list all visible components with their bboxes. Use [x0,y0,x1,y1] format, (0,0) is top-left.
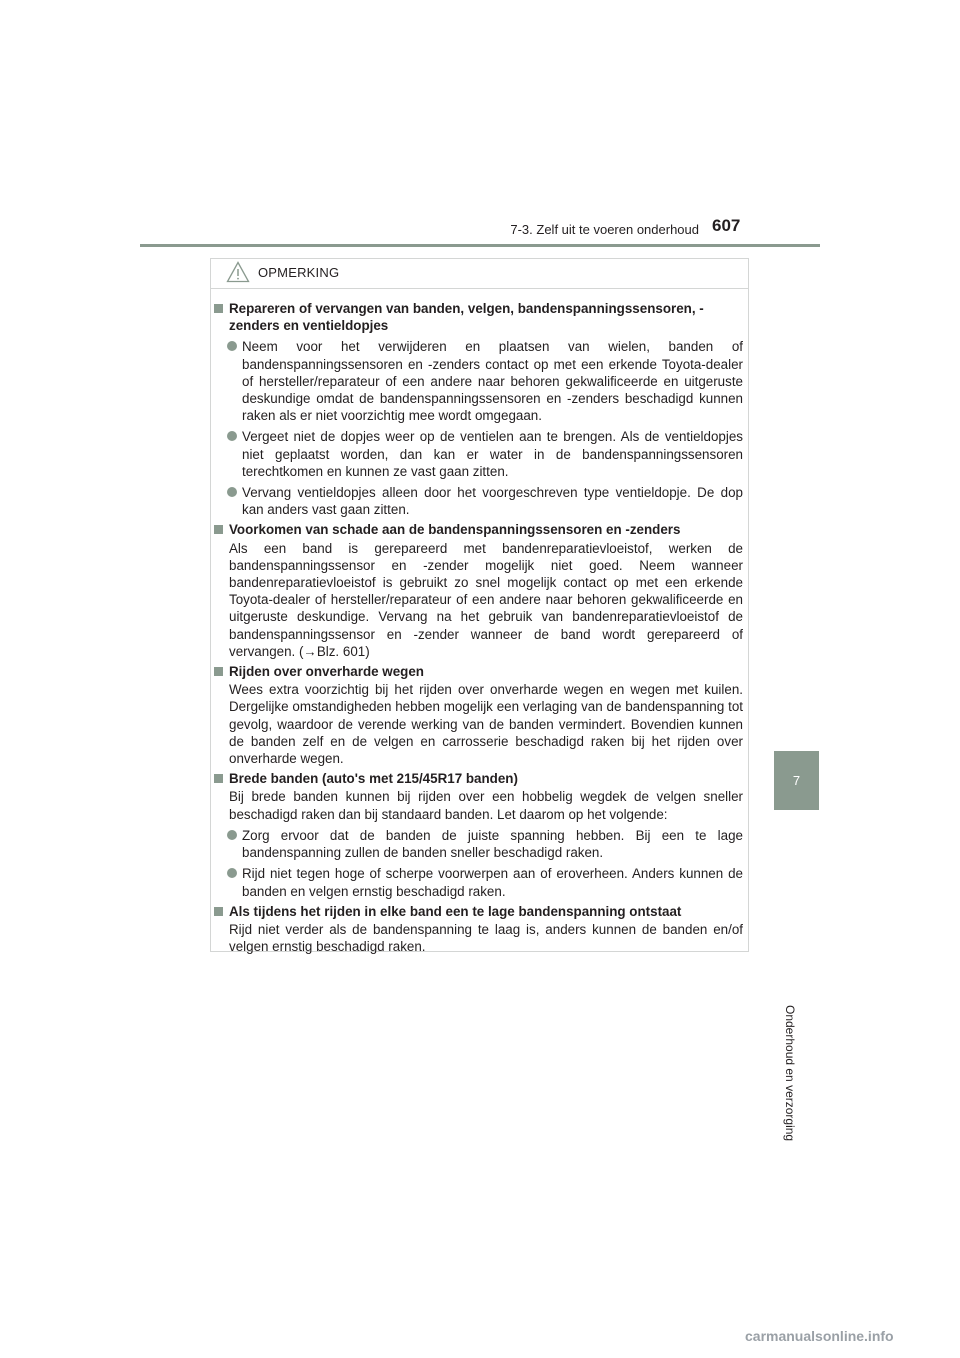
chapter-number: 7 [792,773,801,788]
section-title-text: Als tijdens het rijden in elke band een te lage bandenspanning ontstaat [229,903,682,919]
header-rule [140,244,820,247]
chapter-title: Onderhoud en verzorging [783,1005,797,1142]
header-section-title: 7-3. Zelf uit te voeren onderhoud [510,222,699,237]
square-bullet-icon [214,667,223,676]
section-title [213,521,743,538]
notice-section [213,903,743,956]
bullet-text: Neem voor het verwijderen en plaatsen van wielen, banden of bandenspanningssensoren en -zenders contact op met een erkende Toyota-dealer of hersteller/reparateur of een andere naar behoren gekwalificeerde en uitgeruste deskundige omdat de bandenspanningssensoren en -zenders beschadigd kunnen raken als er niet voorzichtig mee wordt omgegaan. [242,339,743,424]
bullet-text: Zorg ervoor dat de banden de juiste spanning hebben. Bij een te lage bandenspanning zullen de banden sneller beschadigd raken. [242,827,743,861]
section-title [213,903,743,920]
chapter-tab[interactable] [774,751,819,810]
notice-section [213,770,743,899]
notice-section [213,300,743,518]
round-bullet-icon [227,868,237,878]
bullet-item [213,428,743,480]
page-number: 607 [712,216,741,235]
square-bullet-icon [214,304,223,313]
square-bullet-icon [214,525,223,534]
notice-header [226,260,339,284]
section-title [213,663,743,680]
notice-title: OPMERKING [258,264,340,280]
section-paragraph: Wees extra voorzichtig bij het rijden over onverharde wegen en wegen met kuilen. Dergelijke omstandigheden hebben mogelijk een verlaging van de bandenspanning tot gevolg, waardoor de verende werking van de banden vermindert. Bovendien kunnen de banden zelf en de velgen en carrosserie beschadigd raken bij het rijden over onverharde wegen. [229,682,743,767]
watermark: carmanualsonline.info [745,1328,894,1344]
square-bullet-icon [214,774,223,783]
round-bullet-icon [227,431,237,441]
section-title-text: Brede banden (auto's met 215/45R17 banden) [229,771,518,787]
section-paragraph: Als een band is gerepareerd met bandenreparatievloeistof, werken de bandenspanningssensor en -zender mogelijk niet goed. Neem wanneer bandenreparatievloeistof is gebruikt zo snel mogelijk contact op met een erkende Toyota-dealer of hersteller/reparateur of een andere naar behoren gekwalificeerde en uitgeruste deskundige. Vervang na het gebruik van bandenreparatievloeistof de bandenspanningssensor en -zender wanneer de band wordt gerepareerd of vervangen. (→Blz. 601) [229,540,743,659]
notice-section [213,663,743,767]
round-bullet-icon [227,487,237,497]
notice-divider [211,288,748,289]
section-title-text: Voorkomen van schade aan de bandenspanningssensoren en -zenders [229,522,681,538]
bullet-item [213,484,743,518]
bullet-item [213,827,743,861]
section-title [213,300,743,334]
section-title-text: Repareren of vervangen van banden, velgen, bandenspanningssensoren, -zenders en ventieldopjes [229,301,704,334]
square-bullet-icon [214,907,223,916]
bullet-text: Vergeet niet de dopjes weer op de ventielen aan te brengen. Als de ventieldopjes niet geplaatst worden, dan kan er water in de bandenspanningssensoren terechtkomen en kunnen ze vast gaan zitten. [242,429,743,479]
section-title [213,770,743,787]
notice-content [213,300,743,958]
round-bullet-icon [227,341,237,351]
section-paragraph: Bij brede banden kunnen bij rijden over een hobbelig wegdek de velgen sneller beschadigd raken dan bij standaard banden. Let daarom op het volgende: [229,789,743,822]
section-title-text: Rijden over onverharde wegen [229,664,424,680]
bullet-text: Rijd niet tegen hoge of scherpe voorwerpen aan of eroverheen. Anders kunnen de banden en velgen ernstig beschadigd raken. [242,866,743,899]
round-bullet-icon [227,830,237,840]
section-paragraph: Rijd niet verder als de bandenspanning te laag is, anders kunnen de banden en/of velgen ernstig beschadigd raken. [229,921,743,955]
bullet-item [213,865,743,899]
warning-triangle-icon [226,261,250,283]
bullet-text: Vervang ventieldopjes alleen door het voorgeschreven type ventieldopje. De dop kan anders vast gaan zitten. [242,485,743,518]
bullet-item [213,338,743,424]
notice-section [213,521,743,660]
